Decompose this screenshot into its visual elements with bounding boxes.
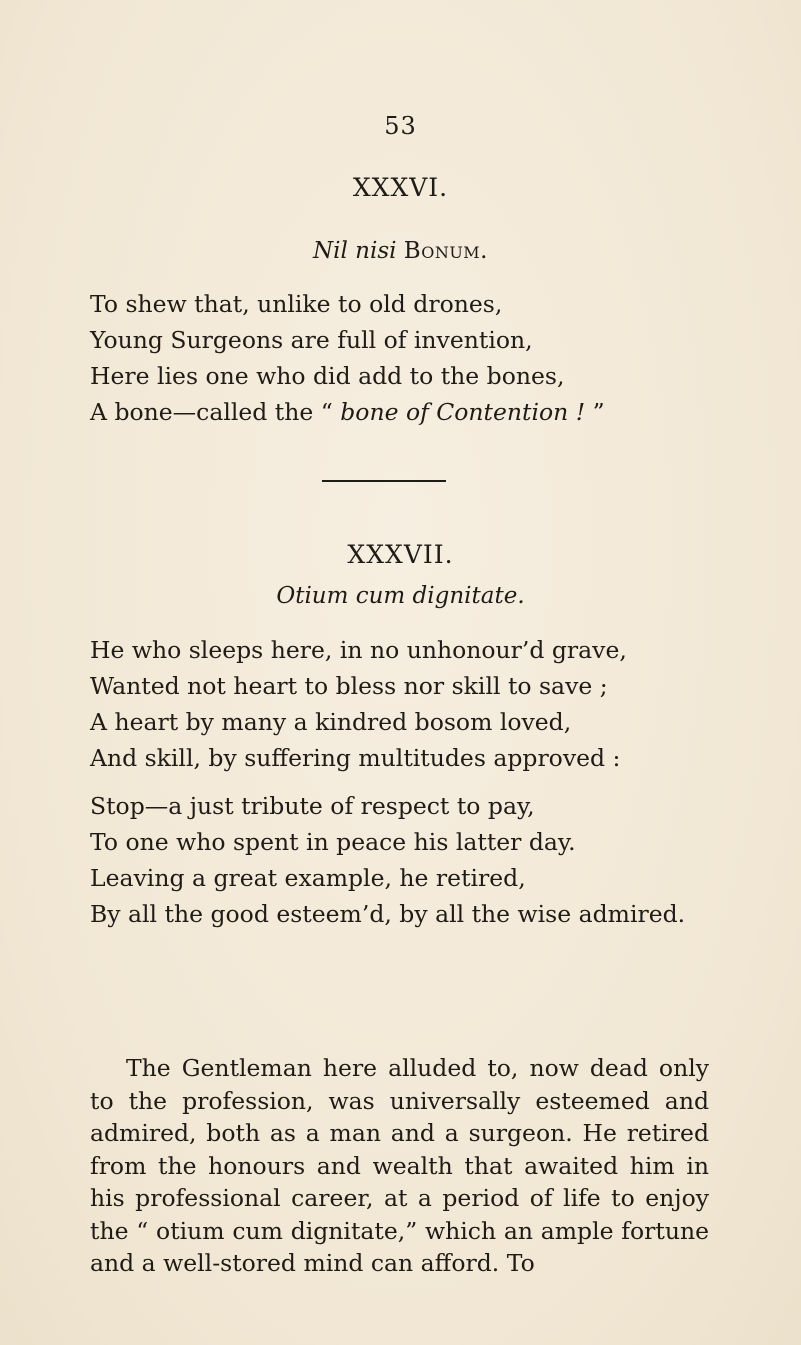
verse-line: And skill, by suffering multitudes approved : [90,744,621,772]
verse-xxxvi [90,286,780,430]
verse-line-suffix: ” [585,398,605,426]
motto-roman-part: Bonum. [403,238,488,264]
verse-xxxvii-stanza-2 [90,788,780,932]
verse-line: Leaving a great example, he retired, [90,864,526,892]
verse-line-prefix: A bone—called the “ [90,398,341,426]
section-heading-xxxvi: XXXVI. [352,173,449,202]
prose-commentary [90,1052,709,1280]
section-divider-rule [322,480,446,482]
verse-line: Young Surgeons are full of invention, [90,326,533,354]
verse-line: He who sleeps here, in no unhonour’d grave, [90,636,627,664]
verse-line-italic: bone of Contention ! [340,398,586,426]
verse-line: Stop—a just tribute of respect to pay, [90,792,535,820]
section-motto-xxxvii [0,583,801,609]
verse-line: By all the good esteem’d, by all the wise admired. [90,900,686,928]
page-number: 53 [384,112,417,140]
verse-xxxvii-stanza-1 [90,632,780,776]
prose-paragraph: The Gentleman here alluded to, now dead only to the profession, was universally esteemed and admired, both as a man and a surgeon. He retired from the honours and wealth that awaited him in his professional career, at a period of life to enjoy the “ otium cum dignitate,” which an ample fortune and a well-stored mind can afford. To [90,1054,709,1277]
verse-line: A heart by many a kindred bosom loved, [90,708,572,736]
motto-italic-part: Nil nisi [313,238,397,264]
section-heading-xxxvii: XXXVII. [347,540,454,569]
verse-line: Here lies one who did add to the bones, [90,362,565,390]
verse-line: Wanted not heart to bless nor skill to save ; [90,672,608,700]
section-motto-xxxvi [0,238,801,264]
verse-line-last [90,394,780,430]
motto-italic: Otium cum dignitate. [276,583,525,609]
verse-line: To one who spent in peace his latter day. [90,828,576,856]
verse-line: To shew that, unlike to old drones, [90,290,503,318]
